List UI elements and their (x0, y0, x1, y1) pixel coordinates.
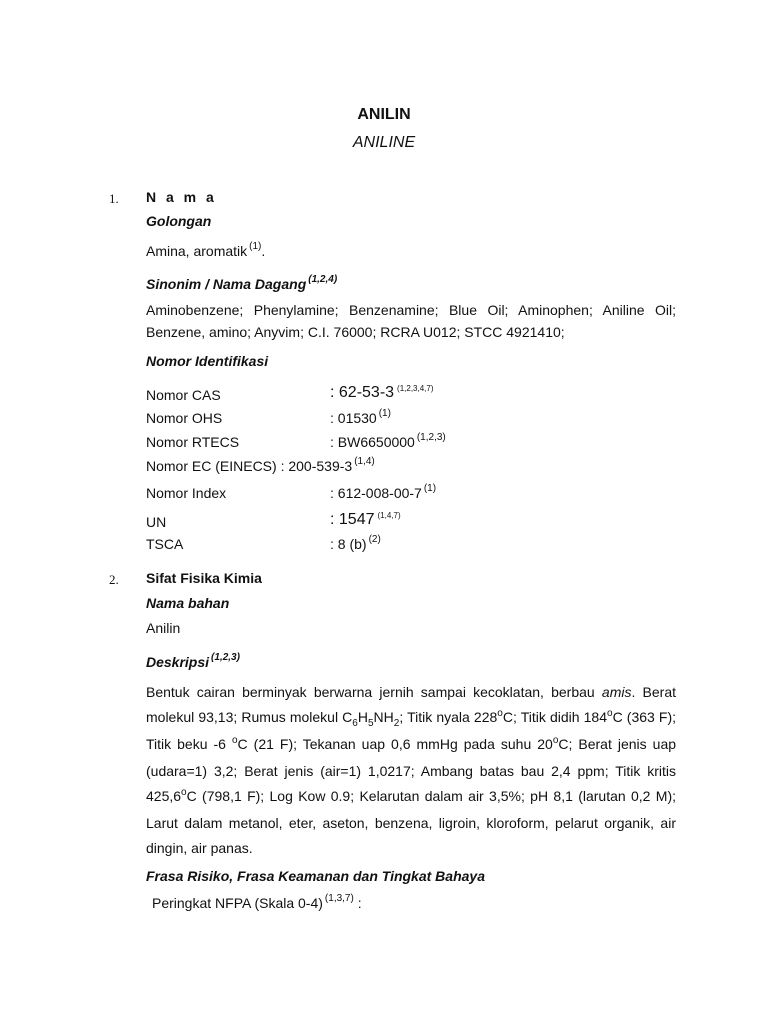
identifikasi-label: Nomor Identifikasi (146, 353, 269, 369)
nama-bahan-value: Anilin (146, 620, 181, 636)
cas-label: Nomor CAS (146, 387, 221, 403)
un-value: : 1547 $^{(1,4,7)}$ (330, 511, 401, 528)
ohs-label: Nomor OHS (146, 410, 223, 426)
cas-value: : 62-53-3 $^{(1,2,3,4,7)}$ (330, 384, 434, 401)
tsca-value: : 8 (b) $^{(2)}$ (330, 534, 381, 552)
un-label: UN (146, 514, 167, 530)
section-number-2: 2. (109, 572, 119, 587)
sinonim-label: Sinonim / Nama Dagang $^{(1,2,4)}$ (146, 274, 338, 292)
deskripsi-label: Deskripsi $^{(1,2,3)}$ (146, 652, 240, 670)
ohs-value: : 01530 $^{(1)}$ (330, 408, 391, 426)
index-label: Nomor Index (146, 485, 227, 501)
deskripsi-text: Bentuk cairan berminyak berwarna jernih sampai kecoklatan, berbau amis. Berat molekul 93,13; Rumus molekul $C_6H_5NH_2$; Titik nyala 228$^o$C; Titik didih 184$^o$C (363 F); Titik beku -6 $^o$C (21 F); Tekanan uap 0,6 mmHg pada suhu 20$^o$C; Berat jenis uap (udara=1) 3,2; Berat jenis (air=1) 1,0217; Ambang batas bau 2,4 ppm; Titik kritis 425,6$^o$C (798,1 F); Log Kow 0.9; Kelarutan dalam air 3,5%; pH 8,1 (larutan 0,2 M); Larut dalam metanol, eter, aseton, benzena, ligroin, kloroform, pelarut organik, air dingin, air panas. (146, 684, 677, 856)
ec-line: Nomor EC (EINECS) : 200-539-3 $^{(1,4)}$ (146, 456, 375, 474)
index-value: : 612-008-00-7 $^{(1)}$ (330, 483, 437, 501)
golongan-value: Amina, aromatik $^{(1)}$. (146, 241, 266, 259)
section-number-1: 1. (109, 191, 119, 206)
golongan-label: Golongan (146, 213, 212, 229)
nfpa-line: Peringkat NFPA (Skala 0-4) $^{(1,3,7)}$ : (152, 893, 362, 911)
section-heading-nama: N a m a (146, 189, 217, 205)
nama-bahan-label: Nama bahan (146, 595, 230, 611)
rtecs-label: Nomor RTECS (146, 434, 240, 450)
document-title: ANILIN (357, 106, 411, 123)
section-heading-sifat: Sifat Fisika Kimia (146, 570, 262, 586)
sinonim-text: Aminobenzene; Phenylamine; Benzenamine; Blue Oil; Aminophen; Aniline Oil; Benzene, amino; Anyvim; C.I. 76000; RCRA U012; STCC 4921410; (146, 302, 676, 340)
document-subtitle: ANILINE (352, 134, 416, 151)
tsca-label: TSCA (146, 536, 184, 552)
rtecs-value: : BW6650000 $^{(1,2,3)}$ (330, 432, 446, 450)
frasa-label: Frasa Risiko, Frasa Keamanan dan Tingkat Bahaya (146, 868, 485, 884)
